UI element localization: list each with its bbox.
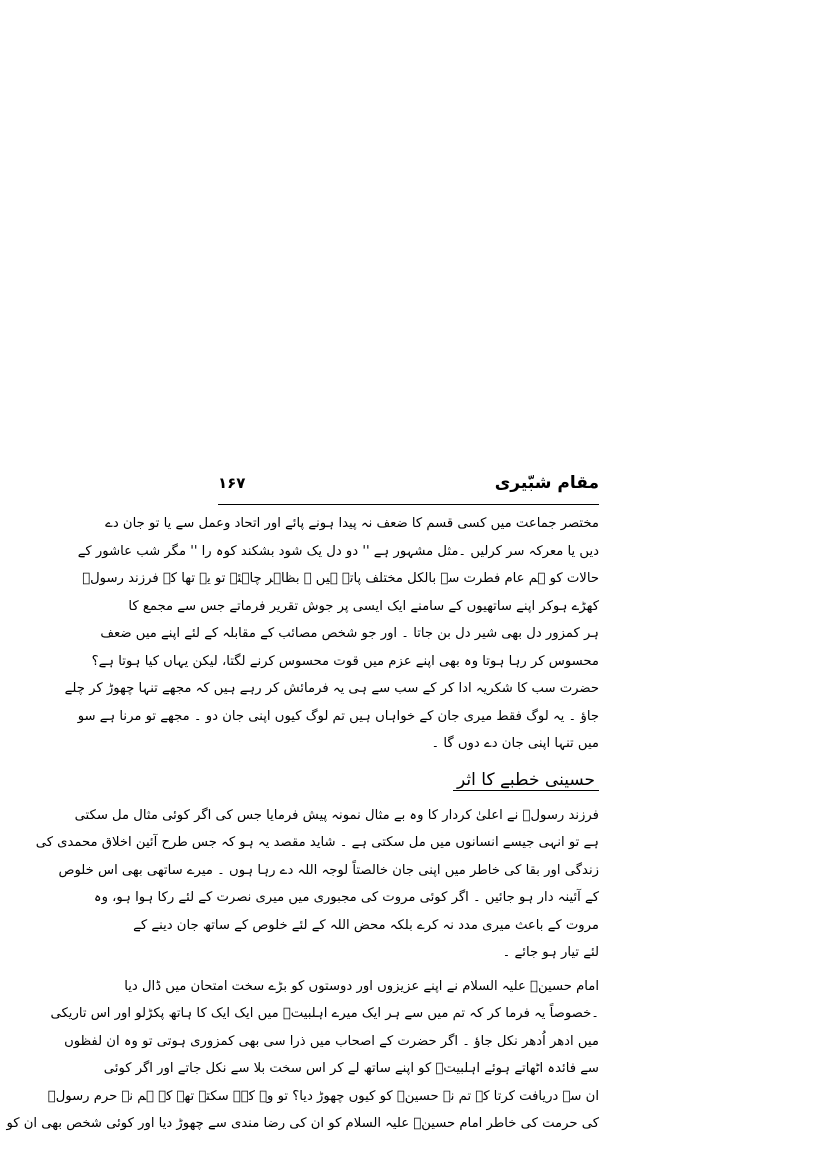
text-line: ۔خصوصاً یہ فرما کر کہ تم میں سے ہر ایک میرے اہلبیتؑ میں ایک ایک کا ہاتھ پکڑلو اور اس تاریکی <box>50 1006 599 1021</box>
text-line: سے فائدہ اٹھاتے ہوئے اہلبیتؑ کو اپنے ساتھ لے کر اس سخت بلا سے نکل جاتے اور اگر کوئی <box>103 1061 599 1076</box>
section-heading <box>218 758 599 802</box>
text-line: ان سے دریافت کرتا کہ تم نے حسینؑ کو کیوں چھوڑ دیا؟ تو وہ کہہ سکتے تھے کہ ہم نے حرم رسولؐ <box>47 1088 599 1104</box>
text-line: ہے تو انہی جیسے انسانوں میں مل سکتی ہے ۔ شاید مقصد یہ ہو کہ جس طرح آئین اخلاق محمدی کی <box>35 835 599 850</box>
running-header <box>218 468 599 502</box>
text-line: امام حسینؑ علیہ السلام نے اپنے عزیزوں اور دوستوں کو بڑے سخت امتحان میں ڈال دیا <box>124 978 599 994</box>
text-line: مختصر جماعت میں کسی قسم کا ضعف نہ پیدا ہونے پائے اور اتحاد وعمل سے یا تو جان دے <box>105 516 599 531</box>
header-title: مقام شبّیری <box>494 473 599 493</box>
text-line: زندگی اور بقا کی خاطر میں اپنی جان خالصتاً لوجہ اللہ دے رہا ہوں ۔ میرے ساتھی بھی اس خلوص <box>58 862 599 878</box>
text-line: محسوس کر رہا ہوتا وہ بھی اپنے عزم میں قوت محسوس کرنے لگتا، لیکن یہاں کیا ہوتا ہے؟ <box>91 653 599 669</box>
paragraph-1 <box>64 510 599 758</box>
section-heading-text: حسینی خطبے کا اثر <box>453 770 599 791</box>
text-line: کھڑے ہوکر اپنے ساتھیوں کے سامنے ایک ایسی پر جوش تقریر فرماتے جس سے مجمع کا <box>128 598 599 614</box>
text-line: کی حرمت کی خاطر امام حسینؑ علیہ السلام کو ان کی رضا مندی سے چھوڑ دیا اور کوئی شخص بھی ان کو <box>6 1116 599 1131</box>
text-line: مروت کے باعث میری مدد نہ کرے بلکہ محض اللہ کے لئے خلوص کے ساتھ جان دینے کے <box>133 917 599 933</box>
text-line: حضرت سب کا شکریہ ادا کر کے سب سے ہی یہ فرمائش کر رہے ہیں کہ مجھے تنہا چھوڑ کر چلے <box>64 681 599 696</box>
header-rule <box>218 504 599 505</box>
text-line: ہر کمزور دل بھی شیر دل بن جاتا ۔ اور جو شخص مصائب کے مقابلہ کے لئے اپنے میں ضعف <box>100 626 599 641</box>
paragraph-3 <box>6 973 599 1138</box>
text-line: فرزند رسولؐ نے اعلیٰ کردار کا وہ بے مثال نمونہ پیش فرمایا جس کی اگر کوئی مثال مل سکتی <box>74 807 599 823</box>
text-line: میں ادھر اُدھر نکل جاؤ ۔ اگر حضرت کے اصحاب میں ذرا سی بھی کمزوری ہوتی تو وہ ان لفظوں <box>64 1033 599 1049</box>
text-line: جاؤ ۔ یہ لوگ فقط میری جان کے خواہاں ہیں تم لوگ کیوں اپنی جان دو ۔ مجھے تو مرنا ہے سو <box>77 708 599 724</box>
text-line: حالات کو ہم عام فطرت سے بالکل مختلف پاتے ہیں ۔ بظاہر چاہئے تو یہ تھا کہ فرزند رسولؐ <box>82 571 599 586</box>
page-body <box>6 510 599 1138</box>
page-number: ۱۶۷ <box>218 474 246 492</box>
text-line: میں تنہا اپنی جان دے دوں گا ۔ <box>431 736 599 751</box>
text-line: دیں یا معرکہ سر کرلیں ۔مثل مشہور ہے '' دو دل یک شود بشکند کوہ را '' مگر شب عاشور کے <box>77 543 599 559</box>
paragraph-2 <box>35 802 599 967</box>
text-line: لئے تیار ہو جائے ۔ <box>502 945 599 960</box>
text-line: کے آئینہ دار ہو جائیں ۔ اگر کوئی مروت کی مجبوری میں میری نصرت کے لئے رکا ہوا ہو، وہ <box>93 890 599 905</box>
